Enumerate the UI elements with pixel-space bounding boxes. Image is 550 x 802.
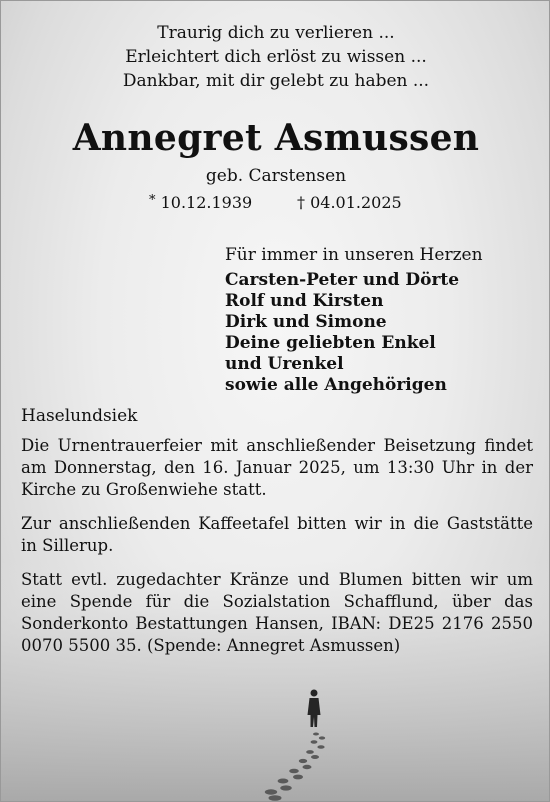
birth-date-value: 10.12.1939 <box>160 193 253 212</box>
place-name: Haselundsiek <box>21 406 138 426</box>
family-member: Carsten-Peter und Dörte <box>225 270 460 290</box>
deceased-name: Annegret Asmussen <box>72 117 480 159</box>
birth-name: geb. Carstensen <box>205 166 347 186</box>
coffee-info-paragraph: Zur anschließenden Kaffeetafel bitten wir in die Gaststätte in Sillerup. <box>21 514 533 555</box>
family-lead: Für immer in unseren Herzen <box>225 245 483 265</box>
birth-symbol: * <box>149 193 156 208</box>
funeral-info-paragraph: Die Urnentrauerfeier mit anschließender Beisetzung findet am Donnerstag, den 16. Januar 2025, um 13:30 Uhr in der Kirche zu Großenwiehe statt. <box>21 436 533 499</box>
donation-info-paragraph: Statt evtl. zugedachter Kränze und Blumen bitten wir um eine Spende für die Sozialstation Schafflund, über das Sonderkonto Bestattungen Hansen, IBAN: DE25 2176 2550 0070 5500 35. (Spende: Annegret Asmussen) <box>21 570 533 655</box>
poem <box>1 21 550 93</box>
family-member: Deine geliebten Enkel <box>225 333 436 353</box>
family-block <box>225 245 483 396</box>
poem-line: Erleichtert dich erlöst zu wissen ... <box>125 47 427 67</box>
family-member: und Urenkel <box>225 354 344 374</box>
family-member: Dirk und Simone <box>225 312 387 332</box>
death-symbol: † <box>297 193 305 212</box>
death-date <box>297 193 402 212</box>
family-member: sowie alle Angehörigen <box>225 375 447 395</box>
poem-line: Traurig dich zu verlieren ... <box>157 23 395 43</box>
death-date-value: 04.01.2025 <box>310 193 402 212</box>
birth-date <box>149 193 252 212</box>
family-member: Rolf und Kirsten <box>225 291 384 311</box>
poem-line: Dankbar, mit dir gelebt zu haben ... <box>122 71 430 91</box>
